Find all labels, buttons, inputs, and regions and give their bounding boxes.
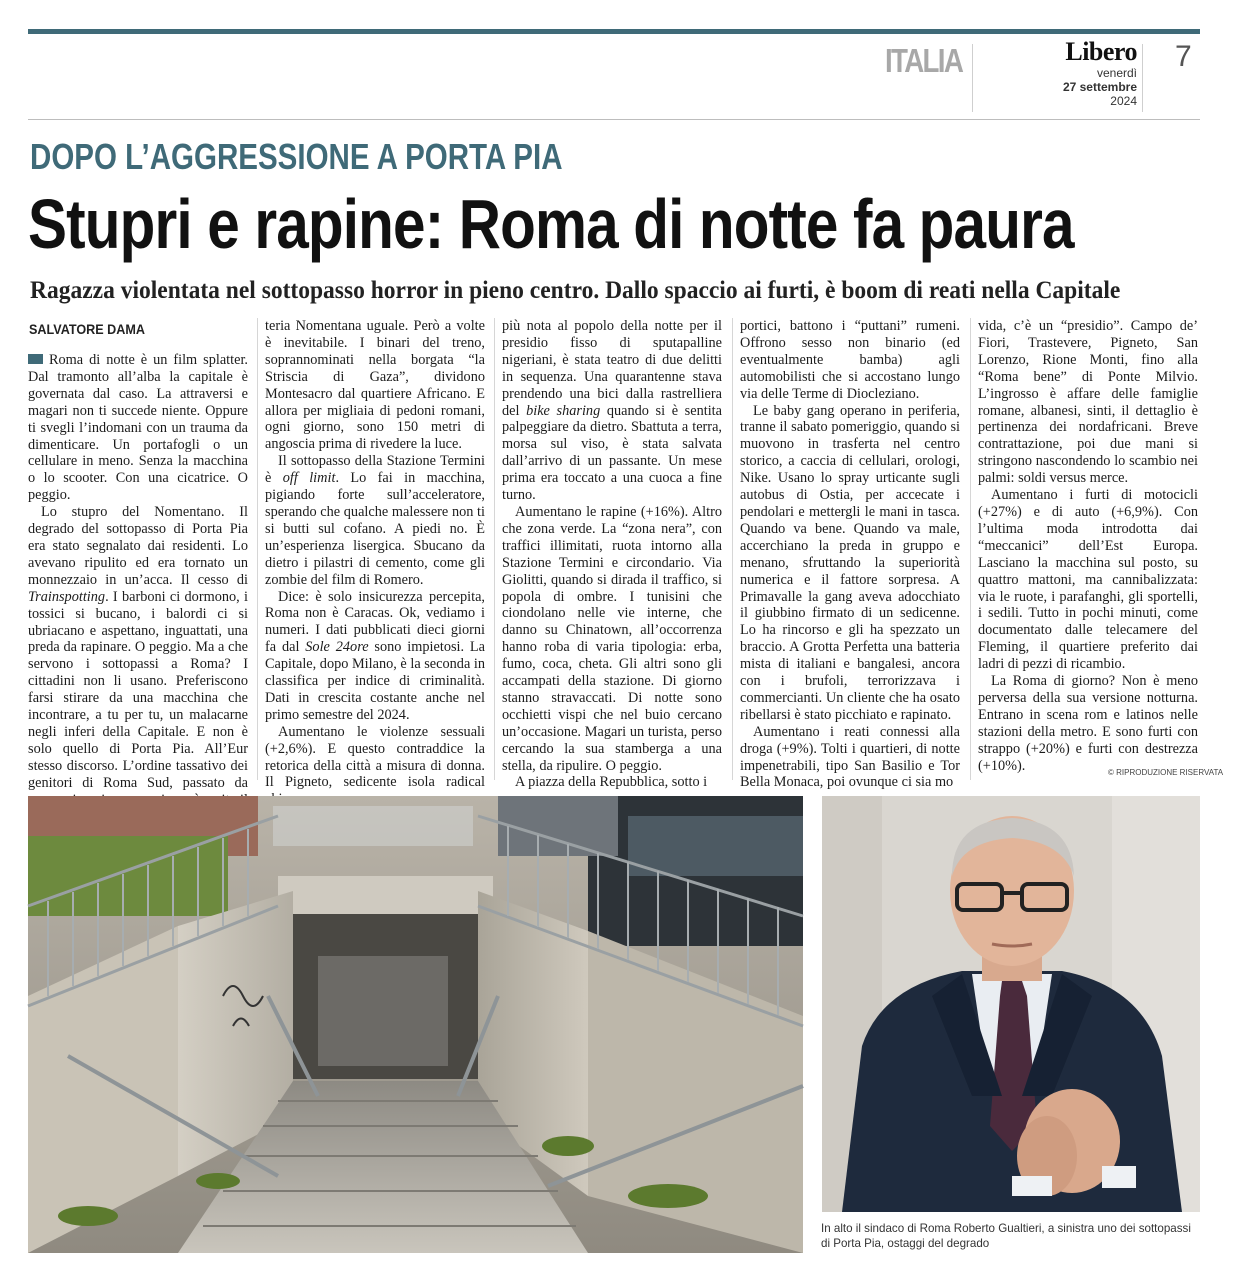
paragraph: vida, c’è un “presidio”. Campo de’ Fiori, Trastevere, Pigneto, San Lorenzo, Rione Monti, fino alla “Roma bene” di Ponte Milvio. L’ingrosso è affare delle famiglie romane, albanesi, sinti, il dettaglio è pertinenza dei nordafricani. Breve contrattazione, poi due mani si stringono nascondendo lo scambio nei palmi: soldi versus merce. <box>978 318 1198 487</box>
paragraph: Il sottopasso della Stazione Termini è off limit. Lo fai in macchina, pigiando forte sull’acceleratore, sperando che qualche malessere non ti si butti sul cofano. A piedi no. È un’esperienza lisergica. Sbucano da dietro i pilastri di cemento, come gli zombie del film di Romero. <box>265 453 485 588</box>
column-rule <box>732 318 733 780</box>
header-divider <box>972 44 973 112</box>
paragraph: La Roma di giorno? Non è meno perversa della sua versione notturna. Entrano in scena rom e latinos nelle stazioni della metro. E sono furti con strappo (+20%) e furti con destrezza (+10%). <box>978 673 1198 774</box>
byline: SALVATORE DAMA <box>29 321 145 337</box>
page-number: 7 <box>1175 40 1192 73</box>
newspaper-logo: Libero <box>1065 37 1137 66</box>
copyright-notice: © RIPRODUZIONE RISERVATA <box>1108 768 1224 777</box>
paragraph: Roma di notte è un film splatter. Dal tramonto all’alba la capitale è governata dal caso. La attraversi e magari non ti succede niente. Oppure ti svegli l’indomani con un trauma da dimenticare. Un portafogli o un cellulare in meno. Senza la macchina o lo scooter. Con una cicatrice. O peggio. <box>28 352 248 504</box>
article-column-2 <box>265 318 485 791</box>
article-column-3 <box>502 318 722 791</box>
photo-caption: In alto il sindaco di Roma Roberto Gualtieri, a sinistra uno dei sottopassi di Porta Pia, ostaggi del degrado <box>821 1222 1191 1250</box>
paragraph: Lo stupro del Nomentano. Il degrado del sottopasso di Porta Pia era stato segnalato dai residenti. Lo avevano ripulito ed era tornato un monnezzaio in un’acca. Il cesso di Trainspotting. I barboni ci dormono, i tossici si bucano, i balordi ci si ubriacano e aspettano, inguattati, una preda da rapinare. O peggio. Ma a che servono i sottopassi a Roma? I cittadini non li usano. Preferiscono farsi stirare da una macchina che incontrare, a tu per tu, un malacarne negli inferi della Capitale. E non è solo quello di Porta Pia. All’Eur stesso discorso. L’ordine tassativo dei genitori di Roma Sud, passato da <box>28 504 248 791</box>
issue-day: venerdì <box>1096 66 1137 80</box>
issue-year: 2024 <box>1110 94 1137 108</box>
paragraph: portici, battono i “puttani” rumeni. Offrono sesso non binario (ed eventualmente bamba) agli automobilisti che si accostano lungo via delle Terme di Diocleziano. <box>740 318 960 402</box>
header-divider <box>1142 44 1143 112</box>
paragraph: Aumentano i reati connessi alla droga (+9%). Tolti i quartieri, di notte impenetrabili, tipo San Basilio e Tor Bella Monaca, poi ovunque ci sia mo <box>740 723 960 791</box>
paragraph: Aumentano le violenze sessuali (+2,6%). E questo contraddice la retorica della città a misura di donna. Il Pigneto, sedicente isola radical <box>265 723 485 791</box>
paragraph: Le baby gang operano in periferia, tranne il sabato pomeriggio, quando si muovono in trasferta nel centro storico, a caccia di cellulari, orologi, Nike. Usano lo spray urticante sugli autobus di Ostia, per accecate i pendolari e mettergli le mani in tasca. Quando va bene. Quando va male, accerchiano la preda in gruppo e menano, sfruttando la superiorità numerica e il fattore sorpresa. A Primavalle la gang aveva adocchiato il giubbino firmato di un sedicenne. Lo ha rincorso e gli ha spezzato un braccio. A Grotta Perfetta una batteria mista di italiani e bangalesi, ancora con i brufoli, terrorizzava i commercianti. Un cliente che ha osato ribellarsi è stato picchiato e rapinato. <box>740 402 960 723</box>
paragraph: Aumentano i furti di motocicli (+27%) e di auto (+6,9%). Con l’ultima moda introdotta dai “meccanici” dell’Est Europa. Lasciano la macchina sul posto, su quattro mattoni, ma cannibalizzata: via le ruote, i parafanghi, gli sportelli, i sedili. Tutto in pochi minuti, come documentato dalle telecamere del Fleming, il quartiere preferito dai ladri di pezzi di ricambio. <box>978 487 1198 673</box>
header-rule <box>28 119 1200 120</box>
paragraph: A piazza della Repubblica, sotto i <box>515 774 708 791</box>
paragraph: Aumentano le rapine (+16%). Altro che zona verde. La “zona nera”, con traffici illimitati, ruota intorno alla Stazione Termini e circondario. Via Giolitti, quando si dirada il traffico, si popola di ombre. I tunisini che ciondolano nelle vie interne, che danno su Chinatown, all’occorrenza hanno roba di varia tipologia: erba, fumo, coca, cheta. Gli altri sono gli accampati della stazione. Di giorno stanno stravaccati. Di notte sono occhietti vispi che nel buio cercano un’occasione. Magari un turista, perso cercando la sua stamberga a una stella, da ripulire. O peggio. <box>502 503 722 774</box>
article-subheadline: Ragazza violentata nel sottopasso horror in pieno centro. Dallo spaccio ai furti, è boom di reati nella Capitale <box>30 277 1121 304</box>
article-kicker: DOPO L’AGGRESSIONE A PORTA PIA <box>30 136 563 177</box>
mayor-portrait-photo <box>822 796 1200 1212</box>
paragraph: Dice: è solo insicurezza percepita, Roma non è Caracas. Ok, vediamo i numeri. I dati pubblicati dieci giorni fa dal Sole 24ore sono impietosi. La Capitale, dopo Milano, è la seconda in classifica per indice di criminalità. Dati in crescita costante anche nel primo semestre del 2024. <box>265 588 485 723</box>
paragraph: teria Nomentana uguale. Però a volte è inevitabile. I binari del treno, soprannominati nella borgata “la Striscia di Gaza”, dividono Montesacro dal quartiere Africano. E allora per migliaia di pedoni romani, ogni giorno, sono 150 metri di angoscia prima di rivedere la luce. <box>265 318 485 453</box>
column-rule <box>257 318 258 780</box>
underpass-photo <box>28 796 803 1253</box>
top-rule <box>28 29 1200 34</box>
column-rule <box>970 318 971 780</box>
masthead <box>1040 38 1137 108</box>
issue-date: 27 settembre <box>1062 80 1137 94</box>
article-headline: Stupri e rapine: Roma di notte fa paura <box>28 185 1074 263</box>
article-column-1 <box>28 352 248 791</box>
paragraph: più nota al popolo della notte per il presidio fisso di sputapalline nigeriani, è stata teatro di due delitti in sequenza. Una quarantenne stava prendendo una bici dalla rastrelliera del bike sharing quando si è sentita palpeggiare da dietro. Sbattuta a terra, morsa sul viso, è stata salvata dall’arrivo di un passante. Un mese prima era toccato a una cuoca a fine turno. <box>502 318 722 504</box>
column-rule <box>494 318 495 780</box>
article-column-4 <box>740 318 960 791</box>
section-label: ITALIA <box>885 42 963 79</box>
lead-square-icon <box>28 354 43 364</box>
